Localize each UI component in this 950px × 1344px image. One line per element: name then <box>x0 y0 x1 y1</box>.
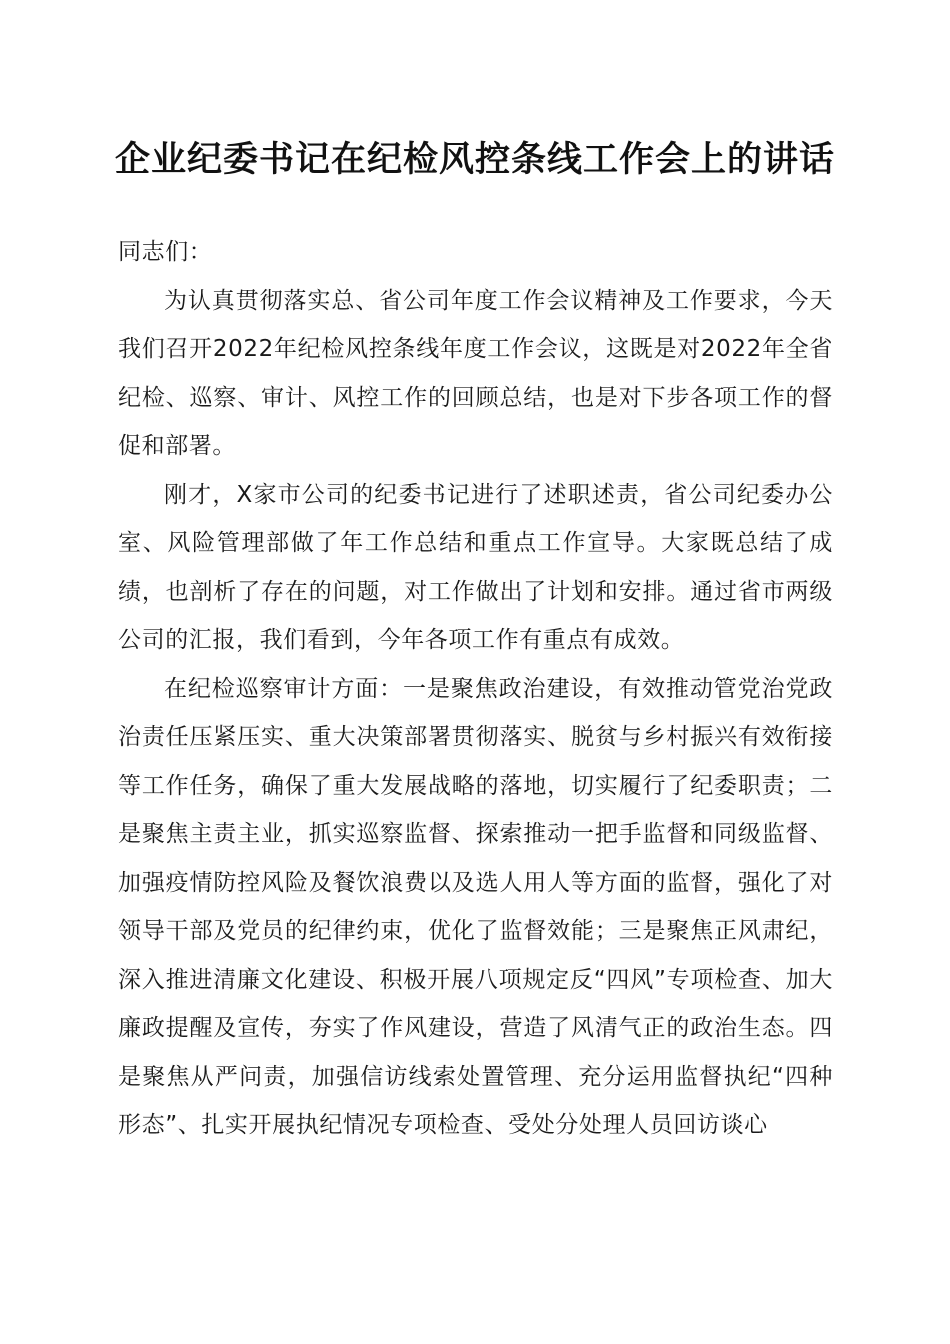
paragraph-opening: 为认真贯彻落实总、省公司年度工作会议精神及工作要求，今天我们召开2022年纪检风控条线年度工作会议，这既是对2022年全省纪检、巡察、审计、风控工作的回顾总结，也是对下步各项工作的督促和部署。 <box>118 287 833 459</box>
paragraph-reports: 刚才，X家市公司的纪委书记进行了述职述责，省公司纪委办公室、风险管理部做了年工作总结和重点工作宣导。大家既总结了成绩，也剖析了存在的问题，对工作做出了计划和安排。通过省市两级公司的汇报，我们看到，今年各项工作有重点有成效。 <box>118 481 833 653</box>
document-title: 企业纪委书记在纪检风控条线工作会上的讲话 <box>114 139 835 180</box>
paragraph-discipline-inspection: 在纪检巡察审计方面：一是聚焦政治建设，有效推动管党治党政治责任压紧压实、重大决策部署贯彻落实、脱贫与乡村振兴有效衔接等工作任务，确保了重大发展战略的落地，切实履行了纪委职责；二是聚焦主责主业，抓实巡察监督、探索推动一把手监督和同级监督、加强疫情防控风险及餐饮浪费以及选人用人等方面的监督，强化了对领导干部及党员的纪律约束，优化了监督效能；三是聚焦正风肃纪，深入推进清廉文化建设、积极开展八项规定反“四风”专项检查、加大廉政提醒及宣传，夯实了作风建设，营造了风清气正的政治生态。四是聚焦从严问责，加强信访线索处置管理、充分运用监督执纪“四种形态”、扎实开展执纪情况专项检查、受处分处理人员回访谈心 <box>118 675 833 1138</box>
salutation: 同志们： <box>118 239 213 265</box>
document-body <box>118 228 833 1150</box>
